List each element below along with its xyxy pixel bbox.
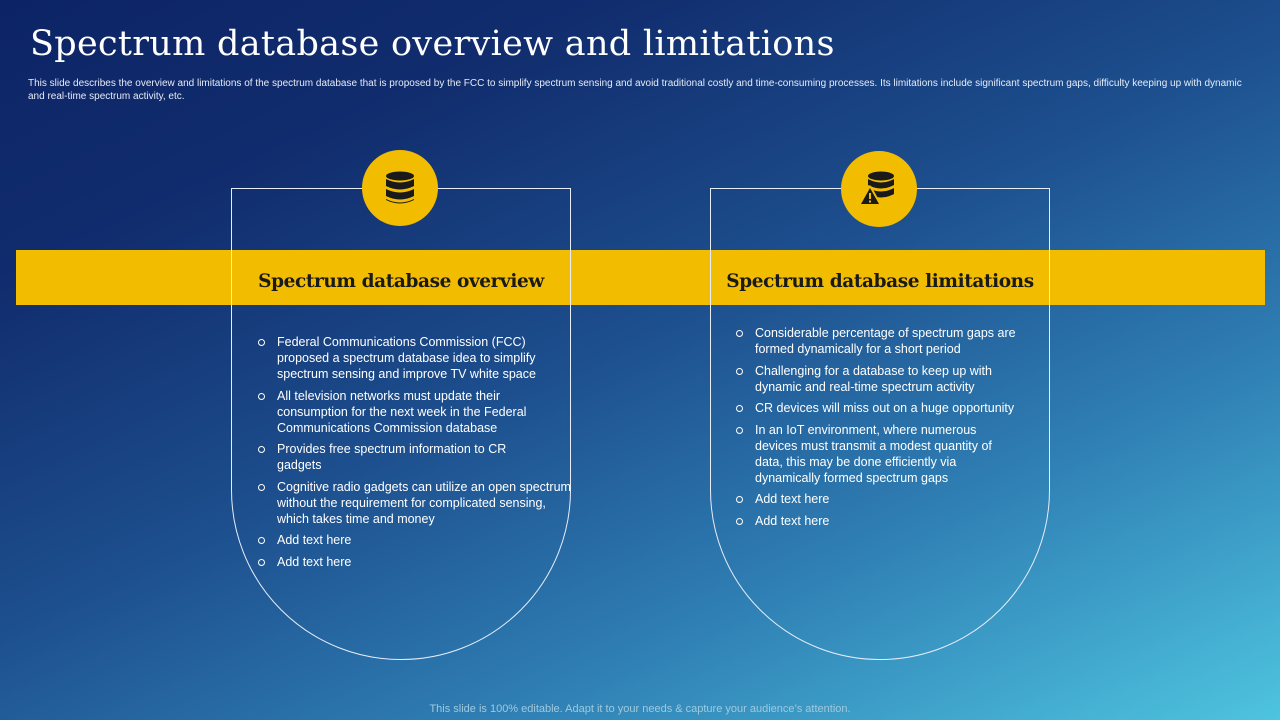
overview-icon-circle (362, 150, 438, 226)
list-item: All television networks must update their consumption for the next week in the Federal Communications Commission database (257, 388, 571, 436)
database-warning-icon (859, 171, 899, 207)
list-item: Cognitive radio gadgets can utilize an open spectrum without the requirement for complicated sensing, which takes time and money (257, 479, 571, 527)
slide-title: Spectrum database overview and limitations (30, 24, 835, 64)
list-item: Add text here (257, 554, 571, 570)
list-item: Considerable percentage of spectrum gaps are formed dynamically for a short period (735, 325, 1033, 357)
limitations-list (735, 325, 1033, 534)
list-item: Provides free spectrum information to CR gadgets (257, 441, 507, 473)
list-item: CR devices will miss out on a huge opportunity (735, 400, 1033, 416)
list-item: Add text here (735, 491, 1033, 507)
list-item: Challenging for a database to keep up with dynamic and real-time spectrum activity (735, 363, 1033, 395)
database-icon (384, 171, 416, 205)
limitations-icon-circle (841, 151, 917, 227)
slide-subtitle: This slide describes the overview and limitations of the spectrum database that is proposed by the FCC to simplify spectrum sensing and avoid traditional costly and time-consuming processes. Its limitations include significant spectrum gaps, difficulty keeping up with dynamic and real-time spectrum activity, etc. (28, 78, 1242, 102)
list-item: Add text here (735, 513, 1033, 529)
heading-band (16, 250, 1265, 305)
list-item: In an IoT environment, where numerous devices must transmit a modest quantity of data, this may be done efficiently via dynamically formed spectrum gaps (735, 422, 995, 486)
overview-panel (231, 188, 571, 662)
limitations-heading: Spectrum database limitations (726, 271, 1034, 292)
limitations-panel (710, 188, 1050, 662)
overview-heading: Spectrum database overview (258, 271, 544, 292)
list-item: Add text here (257, 532, 571, 548)
footer-note: This slide is 100% editable. Adapt it to your needs & capture your audience’s attention. (429, 703, 851, 715)
overview-list (257, 334, 571, 575)
list-item: Federal Communications Commission (FCC) proposed a spectrum database idea to simplify spectrum sensing and improve TV white space (257, 334, 571, 382)
